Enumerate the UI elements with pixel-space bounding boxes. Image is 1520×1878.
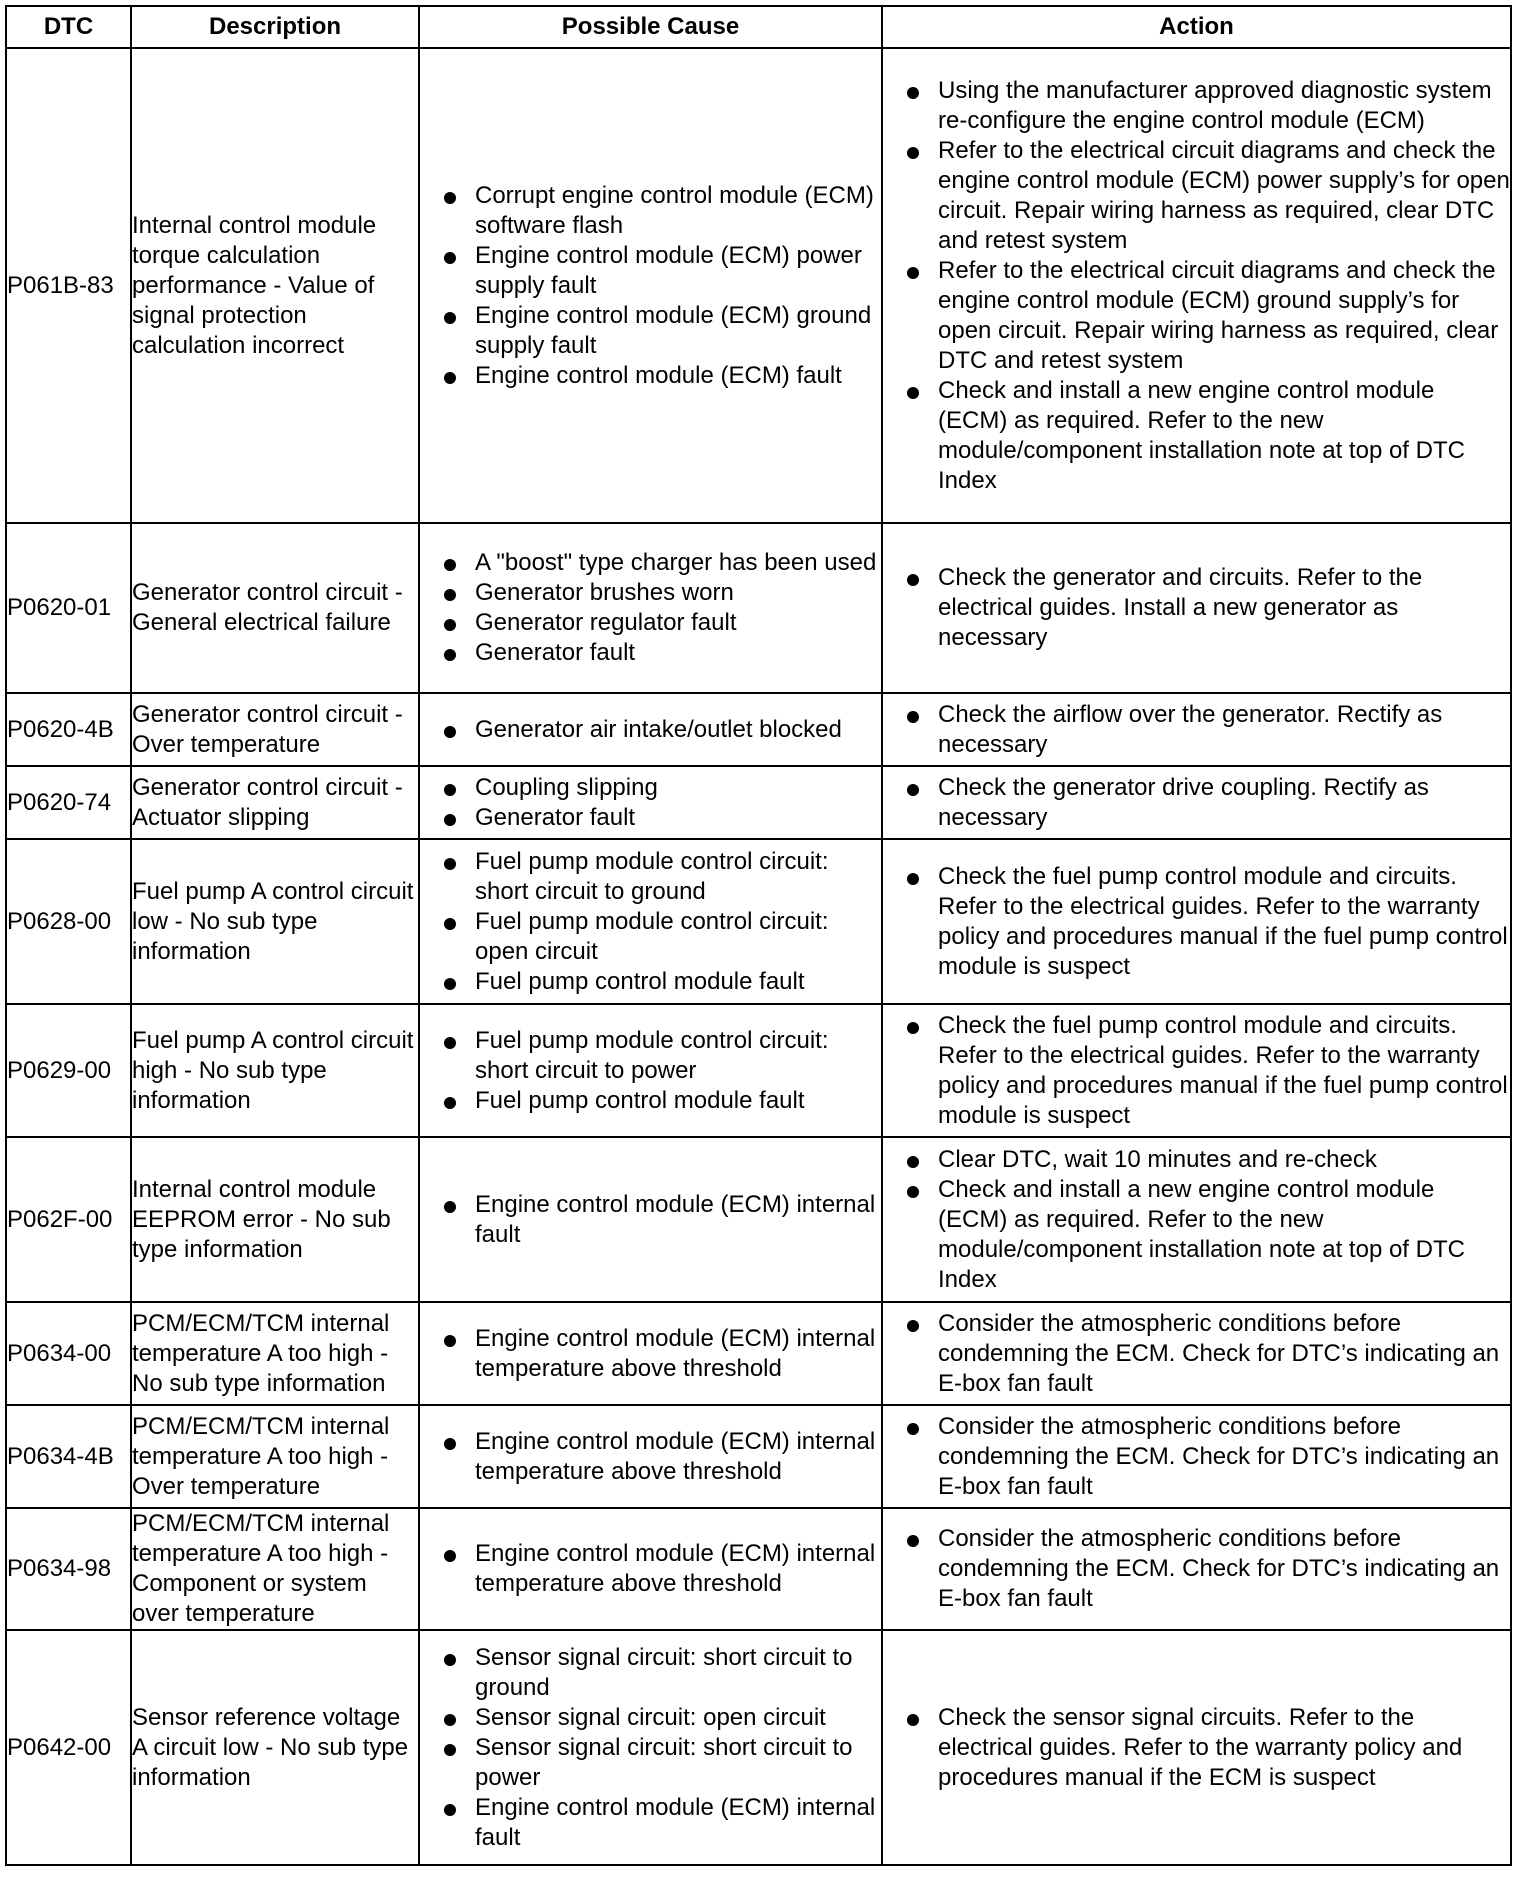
possible-cause-list xyxy=(420,1324,881,1384)
possible-cause-cell xyxy=(419,1137,882,1302)
action-list xyxy=(883,1703,1510,1793)
list-item xyxy=(420,847,881,907)
action-cell xyxy=(882,1405,1511,1508)
list-item xyxy=(420,1643,881,1703)
list-item xyxy=(420,548,881,578)
possible-cause-cell xyxy=(419,48,882,523)
bullet-icon xyxy=(907,1156,919,1168)
possible-cause-cell xyxy=(419,693,882,766)
table-row xyxy=(6,1630,1511,1865)
table-row xyxy=(6,1004,1511,1137)
action-cell xyxy=(882,523,1511,693)
dtc-code-cell: P0628-00 xyxy=(6,839,131,1004)
bullet-icon xyxy=(907,873,919,885)
list-item xyxy=(420,361,881,391)
list-item xyxy=(883,136,1510,256)
list-item xyxy=(420,1793,881,1853)
possible-cause-list xyxy=(420,1427,881,1487)
table-header-row xyxy=(6,6,1511,48)
action-list xyxy=(883,773,1510,833)
dtc-table xyxy=(5,5,1512,1866)
action-text: Check the sensor signal circuits. Refer to the electrical guides. Refer to the warranty policy and procedures manual if the ECM is suspect xyxy=(938,1703,1463,1791)
list-item xyxy=(883,862,1510,982)
action-cell xyxy=(882,1004,1511,1137)
bullet-icon xyxy=(444,1804,456,1816)
possible-cause-text: Generator fault xyxy=(475,803,636,831)
list-item xyxy=(420,1086,881,1116)
list-item xyxy=(420,301,881,361)
list-item xyxy=(420,241,881,301)
list-item xyxy=(420,773,881,803)
table-row xyxy=(6,48,1511,523)
list-item xyxy=(883,563,1510,653)
list-item xyxy=(420,578,881,608)
list-item xyxy=(420,715,881,745)
bullet-icon xyxy=(907,387,919,399)
action-cell xyxy=(882,766,1511,839)
possible-cause-list xyxy=(420,773,881,833)
header-description: Description xyxy=(131,6,419,48)
description-cell: Fuel pump A control circuit high - No sub type information xyxy=(131,1004,419,1137)
bullet-icon xyxy=(444,1037,456,1049)
bullet-icon xyxy=(444,858,456,870)
bullet-icon xyxy=(444,1438,456,1450)
list-item xyxy=(883,1145,1510,1175)
possible-cause-text: Fuel pump module control circuit: short circuit to ground xyxy=(475,847,829,905)
description-cell: Generator control circuit - General electrical failure xyxy=(131,523,419,693)
possible-cause-text: Sensor signal circuit: short circuit to power xyxy=(475,1733,853,1791)
bullet-icon xyxy=(907,1022,919,1034)
bullet-icon xyxy=(907,784,919,796)
action-text: Refer to the electrical circuit diagrams and check the engine control module (ECM) power supply’s for open circuit. Repair wiring harness as required, clear DTC and retest system xyxy=(938,136,1510,254)
possible-cause-text: Corrupt engine control module (ECM) software flash xyxy=(475,181,874,239)
table-row xyxy=(6,1302,1511,1405)
bullet-icon xyxy=(907,1320,919,1332)
description-cell: Fuel pump A control circuit low - No sub type information xyxy=(131,839,419,1004)
action-list xyxy=(883,862,1510,982)
bullet-icon xyxy=(444,589,456,601)
list-item xyxy=(420,608,881,638)
list-item xyxy=(883,773,1510,833)
table-row xyxy=(6,766,1511,839)
list-item xyxy=(883,1175,1510,1295)
possible-cause-text: Generator fault xyxy=(475,639,636,666)
possible-cause-list xyxy=(420,1643,881,1853)
action-cell xyxy=(882,1302,1511,1405)
list-item xyxy=(420,1427,881,1487)
action-list xyxy=(883,563,1510,653)
possible-cause-list xyxy=(420,1539,881,1599)
list-item xyxy=(883,76,1510,136)
possible-cause-list xyxy=(420,715,881,745)
possible-cause-text: Engine control module (ECM) ground supply fault xyxy=(475,301,872,359)
bullet-icon xyxy=(907,1535,919,1547)
action-list xyxy=(883,1524,1510,1614)
possible-cause-text: Fuel pump module control circuit: open circuit xyxy=(475,907,829,965)
action-cell xyxy=(882,1508,1511,1630)
list-item xyxy=(420,907,881,967)
list-item xyxy=(420,1733,881,1793)
bullet-icon xyxy=(444,1335,456,1347)
possible-cause-text: Engine control module (ECM) internal temperature above threshold xyxy=(475,1540,876,1597)
possible-cause-text: Sensor signal circuit: short circuit to ground xyxy=(475,1643,853,1701)
possible-cause-list xyxy=(420,1026,881,1116)
possible-cause-text: Engine control module (ECM) internal temperature above threshold xyxy=(475,1427,876,1485)
bullet-icon xyxy=(907,147,919,159)
possible-cause-text: Generator brushes worn xyxy=(475,579,734,606)
list-item xyxy=(883,376,1510,496)
list-item xyxy=(420,638,881,668)
bullet-icon xyxy=(444,372,456,384)
possible-cause-text: Generator regulator fault xyxy=(475,609,737,636)
list-item xyxy=(420,1324,881,1384)
bullet-icon xyxy=(444,1550,456,1562)
action-list xyxy=(883,1011,1510,1131)
possible-cause-text: Engine control module (ECM) fault xyxy=(475,361,842,389)
possible-cause-text: Engine control module (ECM) internal fault xyxy=(475,1793,876,1851)
bullet-icon xyxy=(907,1423,919,1435)
action-cell xyxy=(882,839,1511,1004)
possible-cause-list xyxy=(420,181,881,391)
possible-cause-cell xyxy=(419,766,882,839)
possible-cause-text: Fuel pump control module fault xyxy=(475,1086,805,1114)
description-cell: Generator control circuit - Over temperature xyxy=(131,693,419,766)
bullet-icon xyxy=(444,252,456,264)
bullet-icon xyxy=(444,1654,456,1666)
list-item xyxy=(883,1412,1510,1502)
bullet-icon xyxy=(444,918,456,930)
bullet-icon xyxy=(444,619,456,631)
list-item xyxy=(420,1190,881,1250)
possible-cause-cell xyxy=(419,1405,882,1508)
possible-cause-text: Fuel pump control module fault xyxy=(475,967,805,995)
list-item xyxy=(420,181,881,241)
action-cell xyxy=(882,1630,1511,1865)
bullet-icon xyxy=(444,978,456,990)
description-cell: Sensor reference voltage A circuit low - No sub type information xyxy=(131,1630,419,1865)
description-cell: Internal control module EEPROM error - No sub type information xyxy=(131,1137,419,1302)
action-text: Consider the atmospheric conditions before condemning the ECM. Check for DTC’s indicating an E-box fan fault xyxy=(938,1309,1500,1397)
action-list xyxy=(883,1412,1510,1502)
dtc-code-cell: P0634-00 xyxy=(6,1302,131,1405)
list-item xyxy=(420,1703,881,1733)
action-text: Clear DTC, wait 10 minutes and re-check xyxy=(938,1145,1377,1173)
action-list xyxy=(883,700,1510,760)
bullet-icon xyxy=(907,87,919,99)
action-list xyxy=(883,1309,1510,1399)
dtc-code-cell: P062F-00 xyxy=(6,1137,131,1302)
dtc-code-cell: P0629-00 xyxy=(6,1004,131,1137)
list-item xyxy=(883,700,1510,760)
table-body xyxy=(6,48,1511,1865)
bullet-icon xyxy=(444,559,456,571)
table-row xyxy=(6,1508,1511,1630)
action-text: Check the airflow over the generator. Rectify as necessary xyxy=(938,700,1443,758)
bullet-icon xyxy=(907,574,919,586)
possible-cause-text: Sensor signal circuit: open circuit xyxy=(475,1703,826,1731)
dtc-code-cell: P0642-00 xyxy=(6,1630,131,1865)
action-text: Refer to the electrical circuit diagrams and check the engine control module (ECM) ground supply’s for open circuit. Repair wiring harness as required, clear DTC and retest system xyxy=(938,256,1499,374)
action-text: Check and install a new engine control module (ECM) as required. Refer to the new module/component installation note at top of DTC Index xyxy=(938,376,1465,494)
bullet-icon xyxy=(444,784,456,796)
action-text: Check the fuel pump control module and circuits. Refer to the electrical guides. Refer to the warranty policy and procedures manual if the fuel pump control module is suspect xyxy=(938,862,1508,980)
action-text: Consider the atmospheric conditions before condemning the ECM. Check for DTC’s indicating an E-box fan fault xyxy=(938,1412,1500,1500)
table-row xyxy=(6,1405,1511,1508)
possible-cause-list xyxy=(420,1190,881,1250)
description-cell: PCM/ECM/TCM internal temperature A too high - No sub type information xyxy=(131,1302,419,1405)
possible-cause-list xyxy=(420,548,881,668)
action-text: Check and install a new engine control module (ECM) as required. Refer to the new module/component installation note at top of DTC Index xyxy=(938,1175,1465,1293)
action-cell xyxy=(882,693,1511,766)
header-action: Action xyxy=(882,6,1511,48)
action-list xyxy=(883,76,1510,496)
list-item xyxy=(883,1309,1510,1399)
header-possible-cause: Possible Cause xyxy=(419,6,882,48)
possible-cause-text: Fuel pump module control circuit: short circuit to power xyxy=(475,1026,829,1084)
description-cell: Internal control module torque calculation performance - Value of signal protection calculation incorrect xyxy=(131,48,419,523)
dtc-code-cell: P0620-74 xyxy=(6,766,131,839)
bullet-icon xyxy=(444,649,456,661)
action-list xyxy=(883,1145,1510,1295)
list-item xyxy=(883,1703,1510,1793)
action-text: Using the manufacturer approved diagnostic system re-configure the engine control module (ECM) xyxy=(938,76,1492,134)
bullet-icon xyxy=(444,1714,456,1726)
possible-cause-cell xyxy=(419,1004,882,1137)
bullet-icon xyxy=(444,1097,456,1109)
possible-cause-cell xyxy=(419,839,882,1004)
dtc-code-cell: P061B-83 xyxy=(6,48,131,523)
bullet-icon xyxy=(907,1186,919,1198)
action-text: Consider the atmospheric conditions before condemning the ECM. Check for DTC’s indicating an E-box fan fault xyxy=(938,1525,1500,1612)
dtc-code-cell: P0634-4B xyxy=(6,1405,131,1508)
bullet-icon xyxy=(444,726,456,738)
dtc-code-cell: P0634-98 xyxy=(6,1508,131,1630)
bullet-icon xyxy=(907,267,919,279)
bullet-icon xyxy=(444,312,456,324)
possible-cause-list xyxy=(420,847,881,997)
action-text: Check the generator and circuits. Refer to the electrical guides. Install a new generator as necessary xyxy=(938,564,1423,651)
action-text: Check the fuel pump control module and circuits. Refer to the electrical guides. Refer to the warranty policy and procedures manual if the fuel pump control module is suspect xyxy=(938,1011,1508,1129)
list-item xyxy=(883,1524,1510,1614)
list-item xyxy=(420,803,881,833)
table-row xyxy=(6,693,1511,766)
action-cell xyxy=(882,1137,1511,1302)
possible-cause-text: Coupling slipping xyxy=(475,773,658,801)
list-item xyxy=(420,1026,881,1086)
table-row xyxy=(6,523,1511,693)
header-dtc: DTC xyxy=(6,6,131,48)
bullet-icon xyxy=(907,711,919,723)
action-cell xyxy=(882,48,1511,523)
table-row xyxy=(6,839,1511,1004)
bullet-icon xyxy=(444,814,456,826)
bullet-icon xyxy=(444,1744,456,1756)
possible-cause-text: A "boost" type charger has been used xyxy=(475,549,877,576)
possible-cause-cell xyxy=(419,523,882,693)
list-item xyxy=(883,256,1510,376)
dtc-code-cell: P0620-4B xyxy=(6,693,131,766)
possible-cause-text: Engine control module (ECM) internal temperature above threshold xyxy=(475,1324,876,1382)
description-cell: PCM/ECM/TCM internal temperature A too high - Over temperature xyxy=(131,1405,419,1508)
possible-cause-cell xyxy=(419,1630,882,1865)
list-item xyxy=(420,967,881,997)
description-cell: Generator control circuit - Actuator slipping xyxy=(131,766,419,839)
bullet-icon xyxy=(444,1201,456,1213)
bullet-icon xyxy=(444,192,456,204)
possible-cause-cell xyxy=(419,1302,882,1405)
list-item xyxy=(420,1539,881,1599)
possible-cause-text: Engine control module (ECM) internal fault xyxy=(475,1190,876,1248)
possible-cause-text: Generator air intake/outlet blocked xyxy=(475,715,842,743)
description-cell: PCM/ECM/TCM internal temperature A too high - Component or system over temperature xyxy=(131,1508,419,1630)
bullet-icon xyxy=(907,1714,919,1726)
possible-cause-text: Engine control module (ECM) power supply fault xyxy=(475,241,862,299)
dtc-code-cell: P0620-01 xyxy=(6,523,131,693)
action-text: Check the generator drive coupling. Rectify as necessary xyxy=(938,773,1429,831)
possible-cause-cell xyxy=(419,1508,882,1630)
list-item xyxy=(883,1011,1510,1131)
table-row xyxy=(6,1137,1511,1302)
